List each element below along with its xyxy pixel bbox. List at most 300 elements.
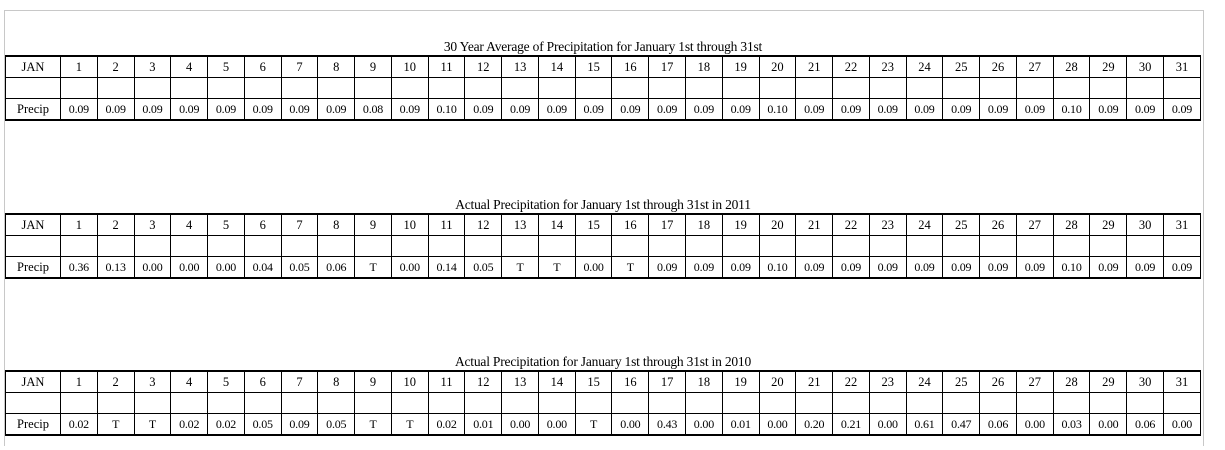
blank-cell [980, 236, 1017, 257]
day-cell-19: 19 [722, 214, 759, 236]
precip-value-day-25: 0.09 [943, 99, 980, 121]
day-cell-10: 10 [391, 56, 428, 78]
precip-value-day-8: 0.09 [318, 99, 355, 121]
precip-value-day-26: 0.09 [980, 257, 1017, 279]
precip-value-day-27: 0.00 [1016, 414, 1053, 436]
blank-cell [171, 393, 208, 414]
blank-cell [355, 236, 392, 257]
blank-cell [649, 78, 686, 99]
blank-cell [391, 236, 428, 257]
blank-cell [612, 78, 649, 99]
day-cell-11: 11 [428, 214, 465, 236]
blank-cell [208, 236, 245, 257]
precip-value-day-3: 0.09 [134, 99, 171, 121]
precip-value-day-31: 0.09 [1163, 99, 1200, 121]
precip-value-day-19: 0.09 [722, 99, 759, 121]
blank-cell [722, 78, 759, 99]
precip-value-day-11: 0.02 [428, 414, 465, 436]
day-cell-16: 16 [612, 371, 649, 393]
blank-cell [686, 78, 723, 99]
blank-cell [538, 393, 575, 414]
precip-value-day-19: 0.09 [722, 257, 759, 279]
precip-value-day-22: 0.09 [833, 257, 870, 279]
precip-value-day-14: 0.00 [538, 414, 575, 436]
day-cell-22: 22 [833, 371, 870, 393]
blank-cell [465, 393, 502, 414]
precip-value-day-13: T [502, 257, 539, 279]
day-cell-29: 29 [1090, 56, 1127, 78]
day-cell-6: 6 [244, 56, 281, 78]
blank-cell [355, 78, 392, 99]
precip-value-day-30: 0.09 [1127, 257, 1164, 279]
precip-value-day-24: 0.09 [906, 257, 943, 279]
day-cell-18: 18 [686, 371, 723, 393]
blank-cell [759, 78, 796, 99]
precip-row [6, 414, 1201, 436]
precip-value-day-6: 0.04 [244, 257, 281, 279]
precip-value-day-16: 0.00 [612, 414, 649, 436]
day-cell-21: 21 [796, 56, 833, 78]
precip-value-day-29: 0.09 [1090, 257, 1127, 279]
day-cell-21: 21 [796, 371, 833, 393]
day-cell-31: 31 [1163, 56, 1200, 78]
day-cell-17: 17 [649, 371, 686, 393]
blank-cell [649, 236, 686, 257]
day-cell-25: 25 [943, 371, 980, 393]
blank-cell [97, 78, 134, 99]
precip-label: Precip [6, 99, 61, 121]
day-cell-16: 16 [612, 56, 649, 78]
day-cell-4: 4 [171, 214, 208, 236]
blank-cell [244, 393, 281, 414]
day-cell-9: 9 [355, 56, 392, 78]
precip-value-day-14: T [538, 257, 575, 279]
day-cell-3: 3 [134, 371, 171, 393]
month-label: JAN [6, 56, 61, 78]
precip-value-day-29: 0.09 [1090, 99, 1127, 121]
precip-value-day-18: 0.09 [686, 99, 723, 121]
precip-value-day-17: 0.09 [649, 99, 686, 121]
blank-cell [538, 236, 575, 257]
day-cell-9: 9 [355, 214, 392, 236]
precip-value-day-4: 0.09 [171, 99, 208, 121]
precip-value-day-24: 0.09 [906, 99, 943, 121]
precip-value-day-9: T [355, 257, 392, 279]
day-cell-26: 26 [980, 56, 1017, 78]
day-cell-31: 31 [1163, 214, 1200, 236]
day-cell-2: 2 [97, 214, 134, 236]
blank-cell [759, 236, 796, 257]
day-cell-14: 14 [538, 214, 575, 236]
day-cell-5: 5 [208, 56, 245, 78]
day-cell-25: 25 [943, 214, 980, 236]
precip-value-day-15: 0.00 [575, 257, 612, 279]
blank-cell [796, 236, 833, 257]
day-cell-23: 23 [869, 56, 906, 78]
precip-value-day-20: 0.10 [759, 99, 796, 121]
day-cell-16: 16 [612, 214, 649, 236]
precip-value-day-1: 0.36 [61, 257, 98, 279]
day-cell-27: 27 [1016, 56, 1053, 78]
precip-value-day-22: 0.21 [833, 414, 870, 436]
precip-table [5, 55, 1201, 121]
blank-cell [1053, 393, 1090, 414]
precip-value-day-2: 0.09 [97, 99, 134, 121]
precip-value-day-9: 0.08 [355, 99, 392, 121]
day-cell-9: 9 [355, 371, 392, 393]
blank-cell [1163, 393, 1200, 414]
blank-cell [6, 393, 61, 414]
blank-cell [796, 78, 833, 99]
precip-value-day-4: 0.00 [171, 257, 208, 279]
precip-value-day-25: 0.47 [943, 414, 980, 436]
day-cell-5: 5 [208, 371, 245, 393]
blank-row [6, 78, 1201, 99]
blank-row [6, 236, 1201, 257]
blank-cell [61, 78, 98, 99]
blank-cell [208, 393, 245, 414]
day-cell-23: 23 [869, 214, 906, 236]
precip-value-day-26: 0.09 [980, 99, 1017, 121]
precip-value-day-4: 0.02 [171, 414, 208, 436]
precip-value-day-28: 0.03 [1053, 414, 1090, 436]
precip-table [5, 370, 1201, 436]
precip-value-day-11: 0.14 [428, 257, 465, 279]
blank-cell [575, 78, 612, 99]
precip-value-day-8: 0.06 [318, 257, 355, 279]
month-label: JAN [6, 214, 61, 236]
blank-cell [796, 393, 833, 414]
day-cell-8: 8 [318, 214, 355, 236]
day-cell-19: 19 [722, 56, 759, 78]
blank-cell [281, 78, 318, 99]
day-cell-13: 13 [502, 214, 539, 236]
day-cell-20: 20 [759, 371, 796, 393]
precip-value-day-9: T [355, 414, 392, 436]
blank-cell [244, 236, 281, 257]
day-cell-12: 12 [465, 371, 502, 393]
day-cell-3: 3 [134, 214, 171, 236]
day-cell-10: 10 [391, 371, 428, 393]
blank-cell [465, 78, 502, 99]
blank-cell [833, 393, 870, 414]
precip-value-day-27: 0.09 [1016, 99, 1053, 121]
blank-cell [1163, 236, 1200, 257]
precip-value-day-7: 0.09 [281, 414, 318, 436]
blank-cell [833, 78, 870, 99]
blank-cell [318, 236, 355, 257]
day-cell-11: 11 [428, 371, 465, 393]
day-cell-21: 21 [796, 214, 833, 236]
blank-cell [943, 78, 980, 99]
blank-cell [465, 236, 502, 257]
day-cell-15: 15 [575, 371, 612, 393]
day-cell-11: 11 [428, 56, 465, 78]
day-cell-1: 1 [61, 56, 98, 78]
day-cell-1: 1 [61, 371, 98, 393]
day-cell-14: 14 [538, 371, 575, 393]
blank-cell [1053, 78, 1090, 99]
blank-cell [1090, 393, 1127, 414]
blank-cell [244, 78, 281, 99]
precip-value-day-27: 0.09 [1016, 257, 1053, 279]
day-cell-17: 17 [649, 214, 686, 236]
day-cell-7: 7 [281, 371, 318, 393]
blank-cell [171, 236, 208, 257]
precip-value-day-20: 0.00 [759, 414, 796, 436]
day-cell-31: 31 [1163, 371, 1200, 393]
precip-value-day-11: 0.10 [428, 99, 465, 121]
day-cell-12: 12 [465, 56, 502, 78]
day-cell-12: 12 [465, 214, 502, 236]
blank-cell [1090, 236, 1127, 257]
blank-cell [391, 78, 428, 99]
blank-cell [612, 236, 649, 257]
blank-cell [281, 393, 318, 414]
precip-value-day-26: 0.06 [980, 414, 1017, 436]
day-cell-5: 5 [208, 214, 245, 236]
precip-value-day-12: 0.05 [465, 257, 502, 279]
blank-cell [906, 78, 943, 99]
precip-value-day-30: 0.09 [1127, 99, 1164, 121]
blank-row [6, 393, 1201, 414]
day-cell-28: 28 [1053, 214, 1090, 236]
precip-value-day-7: 0.09 [281, 99, 318, 121]
day-cell-6: 6 [244, 214, 281, 236]
day-cell-24: 24 [906, 371, 943, 393]
blank-cell [906, 236, 943, 257]
day-cell-18: 18 [686, 214, 723, 236]
blank-cell [943, 236, 980, 257]
blank-cell [869, 393, 906, 414]
blank-cell [502, 78, 539, 99]
day-cell-29: 29 [1090, 371, 1127, 393]
blank-cell [575, 236, 612, 257]
section-title: Actual Precipitation for January 1st through 31st in 2011 [455, 197, 751, 212]
precip-value-day-7: 0.05 [281, 257, 318, 279]
day-cell-6: 6 [244, 371, 281, 393]
blank-cell [1163, 78, 1200, 99]
precip-value-day-15: T [575, 414, 612, 436]
precip-value-day-28: 0.10 [1053, 99, 1090, 121]
precip-value-day-3: 0.00 [134, 257, 171, 279]
precip-value-day-12: 0.01 [465, 414, 502, 436]
blank-cell [1090, 78, 1127, 99]
precip-value-day-18: 0.09 [686, 257, 723, 279]
day-cell-2: 2 [97, 371, 134, 393]
day-cell-28: 28 [1053, 56, 1090, 78]
precip-section-2010 [5, 353, 1201, 436]
blank-cell [6, 78, 61, 99]
blank-cell [759, 393, 796, 414]
precip-row [6, 257, 1201, 279]
day-cell-13: 13 [502, 371, 539, 393]
day-cell-15: 15 [575, 56, 612, 78]
precip-value-day-14: 0.09 [538, 99, 575, 121]
precip-value-day-24: 0.61 [906, 414, 943, 436]
blank-cell [649, 393, 686, 414]
day-cell-14: 14 [538, 56, 575, 78]
day-cell-7: 7 [281, 56, 318, 78]
blank-cell [1053, 236, 1090, 257]
blank-cell [1127, 78, 1164, 99]
precip-section-30yr-average [5, 38, 1201, 121]
precip-value-day-28: 0.10 [1053, 257, 1090, 279]
blank-cell [906, 393, 943, 414]
precip-value-day-16: 0.09 [612, 99, 649, 121]
day-cell-1: 1 [61, 214, 98, 236]
blank-cell [1127, 236, 1164, 257]
day-header-row [6, 371, 1201, 393]
precip-value-day-2: 0.13 [97, 257, 134, 279]
precip-value-day-3: T [134, 414, 171, 436]
precip-value-day-18: 0.00 [686, 414, 723, 436]
section-title: Actual Precipitation for January 1st through 31st in 2010 [454, 354, 752, 369]
precip-label: Precip [6, 257, 61, 279]
blank-cell [1016, 393, 1053, 414]
blank-cell [980, 78, 1017, 99]
precip-value-day-10: 0.00 [391, 257, 428, 279]
precip-value-day-13: 0.09 [502, 99, 539, 121]
precip-value-day-31: 0.00 [1163, 414, 1200, 436]
blank-cell [281, 236, 318, 257]
precip-table [5, 213, 1201, 279]
precip-value-day-25: 0.09 [943, 257, 980, 279]
precip-value-day-15: 0.09 [575, 99, 612, 121]
day-cell-30: 30 [1127, 56, 1164, 78]
precip-value-day-23: 0.09 [869, 99, 906, 121]
blank-cell [1016, 78, 1053, 99]
blank-cell [134, 78, 171, 99]
blank-cell [97, 393, 134, 414]
day-cell-19: 19 [722, 371, 759, 393]
day-cell-29: 29 [1090, 214, 1127, 236]
precip-value-day-20: 0.10 [759, 257, 796, 279]
blank-cell [134, 236, 171, 257]
blank-cell [391, 393, 428, 414]
blank-cell [134, 393, 171, 414]
blank-cell [171, 78, 208, 99]
precip-value-day-21: 0.20 [796, 414, 833, 436]
day-cell-20: 20 [759, 56, 796, 78]
blank-cell [97, 236, 134, 257]
precip-value-day-8: 0.05 [318, 414, 355, 436]
day-cell-26: 26 [980, 371, 1017, 393]
blank-cell [869, 236, 906, 257]
blank-cell [722, 393, 759, 414]
blank-cell [428, 393, 465, 414]
blank-cell [980, 393, 1017, 414]
day-cell-24: 24 [906, 56, 943, 78]
day-cell-30: 30 [1127, 214, 1164, 236]
day-cell-2: 2 [97, 56, 134, 78]
precip-value-day-16: T [612, 257, 649, 279]
blank-cell [686, 236, 723, 257]
blank-cell [722, 236, 759, 257]
day-cell-8: 8 [318, 56, 355, 78]
blank-cell [833, 236, 870, 257]
precip-value-day-17: 0.43 [649, 414, 686, 436]
day-cell-15: 15 [575, 214, 612, 236]
blank-cell [318, 393, 355, 414]
day-cell-30: 30 [1127, 371, 1164, 393]
month-label: JAN [6, 371, 61, 393]
blank-cell [538, 78, 575, 99]
day-cell-18: 18 [686, 56, 723, 78]
day-cell-27: 27 [1016, 371, 1053, 393]
day-header-row [6, 214, 1201, 236]
precip-value-day-22: 0.09 [833, 99, 870, 121]
precip-value-day-10: T [391, 414, 428, 436]
blank-cell [1016, 236, 1053, 257]
blank-cell [428, 236, 465, 257]
blank-cell [869, 78, 906, 99]
day-cell-24: 24 [906, 214, 943, 236]
day-cell-20: 20 [759, 214, 796, 236]
precip-value-day-31: 0.09 [1163, 257, 1200, 279]
day-cell-23: 23 [869, 371, 906, 393]
precip-value-day-1: 0.09 [61, 99, 98, 121]
precip-value-day-6: 0.05 [244, 414, 281, 436]
day-cell-10: 10 [391, 214, 428, 236]
precip-value-day-23: 0.09 [869, 257, 906, 279]
precip-value-day-2: T [97, 414, 134, 436]
blank-cell [61, 393, 98, 414]
section-title: 30 Year Average of Precipitation for January 1st through 31st [443, 39, 763, 54]
blank-cell [318, 78, 355, 99]
blank-cell [612, 393, 649, 414]
blank-cell [1127, 393, 1164, 414]
precip-value-day-5: 0.09 [208, 99, 245, 121]
precip-value-day-10: 0.09 [391, 99, 428, 121]
precip-value-day-12: 0.09 [465, 99, 502, 121]
precip-section-2011 [5, 196, 1201, 279]
precip-value-day-1: 0.02 [61, 414, 98, 436]
blank-cell [208, 78, 245, 99]
blank-cell [502, 393, 539, 414]
day-cell-28: 28 [1053, 371, 1090, 393]
precip-value-day-30: 0.06 [1127, 414, 1164, 436]
precip-value-day-19: 0.01 [722, 414, 759, 436]
precip-row [6, 99, 1201, 121]
precip-value-day-17: 0.09 [649, 257, 686, 279]
day-cell-22: 22 [833, 214, 870, 236]
day-cell-8: 8 [318, 371, 355, 393]
blank-cell [6, 236, 61, 257]
precip-value-day-29: 0.00 [1090, 414, 1127, 436]
day-cell-4: 4 [171, 56, 208, 78]
precip-value-day-5: 0.02 [208, 414, 245, 436]
blank-cell [502, 236, 539, 257]
day-cell-27: 27 [1016, 214, 1053, 236]
day-cell-17: 17 [649, 56, 686, 78]
precip-value-day-5: 0.00 [208, 257, 245, 279]
precip-label: Precip [6, 414, 61, 436]
precip-value-day-21: 0.09 [796, 99, 833, 121]
day-cell-3: 3 [134, 56, 171, 78]
blank-cell [428, 78, 465, 99]
blank-cell [686, 393, 723, 414]
day-cell-26: 26 [980, 214, 1017, 236]
day-cell-4: 4 [171, 371, 208, 393]
day-cell-7: 7 [281, 214, 318, 236]
blank-cell [355, 393, 392, 414]
precip-value-day-6: 0.09 [244, 99, 281, 121]
day-cell-25: 25 [943, 56, 980, 78]
precip-value-day-21: 0.09 [796, 257, 833, 279]
blank-cell [575, 393, 612, 414]
day-header-row [6, 56, 1201, 78]
